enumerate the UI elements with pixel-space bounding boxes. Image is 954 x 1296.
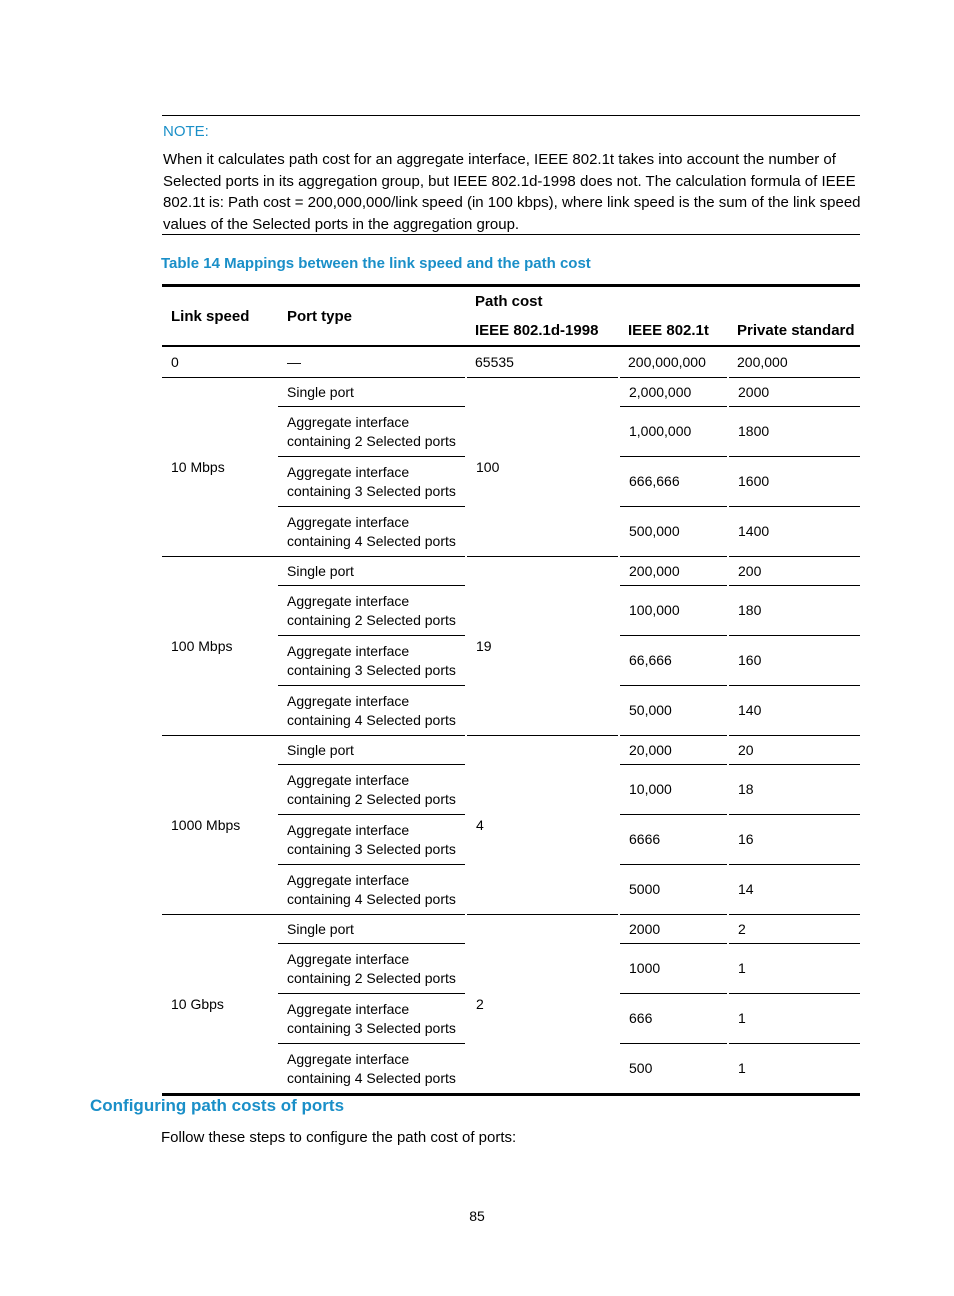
cell-port-type: Single port [278, 736, 466, 765]
cell-private: 1400 [728, 507, 860, 557]
header-ieee-1t: IEEE 802.1t [619, 316, 728, 346]
section-text: Follow these steps to configure the path cost of ports: [161, 1129, 517, 1146]
cell-port-type: Single port [278, 557, 466, 586]
header-port-type: Port type [278, 286, 466, 347]
page-number: 85 [469, 1208, 485, 1224]
cell-private: 1 [728, 994, 860, 1044]
cell-ieee-1t: 100,000 [619, 586, 728, 636]
note-text: When it calculates path cost for an aggregate interface, IEEE 802.1t takes into account the number of Selected ports in its aggregation group, but IEEE 802.1d-1998 does not. The calculation formula of IEEE 802.1t is: Path cost = 200,000,000/link speed (in 100 kbps), where link speed is the sum of the link speed values of the Selected ports in the aggregation group. [163, 151, 861, 233]
table-row [162, 557, 860, 586]
cell-ieee-1t: 6666 [619, 815, 728, 865]
cell-private: 2000 [728, 378, 860, 407]
cell-link-speed: 0 [162, 346, 278, 378]
table-row [162, 736, 860, 765]
cell-port-type: Aggregate interface containing 3 Selected ports [278, 815, 466, 865]
cell-private: 1 [728, 944, 860, 994]
cell-private: 1 [728, 1044, 860, 1095]
header-ieee-1998: IEEE 802.1d-1998 [466, 316, 619, 346]
cell-private: 140 [728, 686, 860, 736]
cell-ieee-1t: 500,000 [619, 507, 728, 557]
table-caption: Table 14 Mappings between the link speed and the path cost [161, 255, 591, 272]
cell-ieee-1t: 2,000,000 [619, 378, 728, 407]
cell-ieee-1t: 200,000,000 [619, 346, 728, 378]
cell-port-type: Aggregate interface containing 3 Selected ports [278, 994, 466, 1044]
section-heading: Configuring path costs of ports [90, 1096, 345, 1115]
cell-ieee-1t: 10,000 [619, 765, 728, 815]
header-path-cost: Path cost [466, 286, 860, 317]
cell-port-type: Aggregate interface containing 2 Selected ports [278, 765, 466, 815]
cell-link-speed: 10 Mbps [162, 378, 278, 557]
table-row [162, 378, 860, 407]
cell-private: 200,000 [728, 346, 860, 378]
cell-port-type: Aggregate interface containing 3 Selected ports [278, 636, 466, 686]
cell-ieee-1t: 1000 [619, 944, 728, 994]
cell-port-type: Aggregate interface containing 4 Selected ports [278, 865, 466, 915]
table-row [162, 915, 860, 944]
cell-ieee-1t: 200,000 [619, 557, 728, 586]
cell-port-type: Aggregate interface containing 4 Selected ports [278, 507, 466, 557]
cell-ieee-1998: 100 [466, 378, 619, 557]
cell-link-speed: 100 Mbps [162, 557, 278, 736]
cell-ieee-1998: 19 [466, 557, 619, 736]
cell-port-type: Aggregate interface containing 4 Selected ports [278, 686, 466, 736]
cell-ieee-1t: 500 [619, 1044, 728, 1095]
cell-port-type: Aggregate interface containing 4 Selected ports [278, 1044, 466, 1095]
table-row [162, 346, 860, 378]
cell-private: 18 [728, 765, 860, 815]
cell-private: 160 [728, 636, 860, 686]
header-private: Private standard [728, 316, 860, 346]
cell-ieee-1t: 2000 [619, 915, 728, 944]
note-label: NOTE: [163, 123, 209, 140]
cell-port-type: Aggregate interface containing 3 Selected ports [278, 457, 466, 507]
note-top-rule [162, 115, 860, 116]
cell-link-speed: 10 Gbps [162, 915, 278, 1095]
note-bottom-rule [162, 234, 860, 235]
cell-private: 20 [728, 736, 860, 765]
cell-private: 14 [728, 865, 860, 915]
cell-ieee-1t: 666,666 [619, 457, 728, 507]
cell-ieee-1t: 666 [619, 994, 728, 1044]
table-body [162, 346, 860, 1095]
cell-private: 1800 [728, 407, 860, 457]
path-cost-table [162, 284, 860, 1096]
cell-port-type: Aggregate interface containing 2 Selected ports [278, 944, 466, 994]
cell-private: 2 [728, 915, 860, 944]
cell-ieee-1998: 2 [466, 915, 619, 1095]
note-body [163, 149, 863, 235]
cell-ieee-1998: 4 [466, 736, 619, 915]
cell-link-speed: 1000 Mbps [162, 736, 278, 915]
cell-ieee-1t: 5000 [619, 865, 728, 915]
cell-ieee-1t: 50,000 [619, 686, 728, 736]
cell-private: 180 [728, 586, 860, 636]
cell-port-type: Aggregate interface containing 2 Selected ports [278, 407, 466, 457]
cell-port-type: — [278, 346, 466, 378]
cell-private: 200 [728, 557, 860, 586]
header-link-speed: Link speed [162, 286, 278, 347]
cell-port-type: Single port [278, 378, 466, 407]
cell-ieee-1998: 65535 [466, 346, 619, 378]
cell-ieee-1t: 20,000 [619, 736, 728, 765]
cell-port-type: Aggregate interface containing 2 Selected ports [278, 586, 466, 636]
cell-ieee-1t: 1,000,000 [619, 407, 728, 457]
cell-port-type: Single port [278, 915, 466, 944]
cell-ieee-1t: 66,666 [619, 636, 728, 686]
table-header-row [162, 286, 860, 317]
cell-private: 16 [728, 815, 860, 865]
cell-private: 1600 [728, 457, 860, 507]
